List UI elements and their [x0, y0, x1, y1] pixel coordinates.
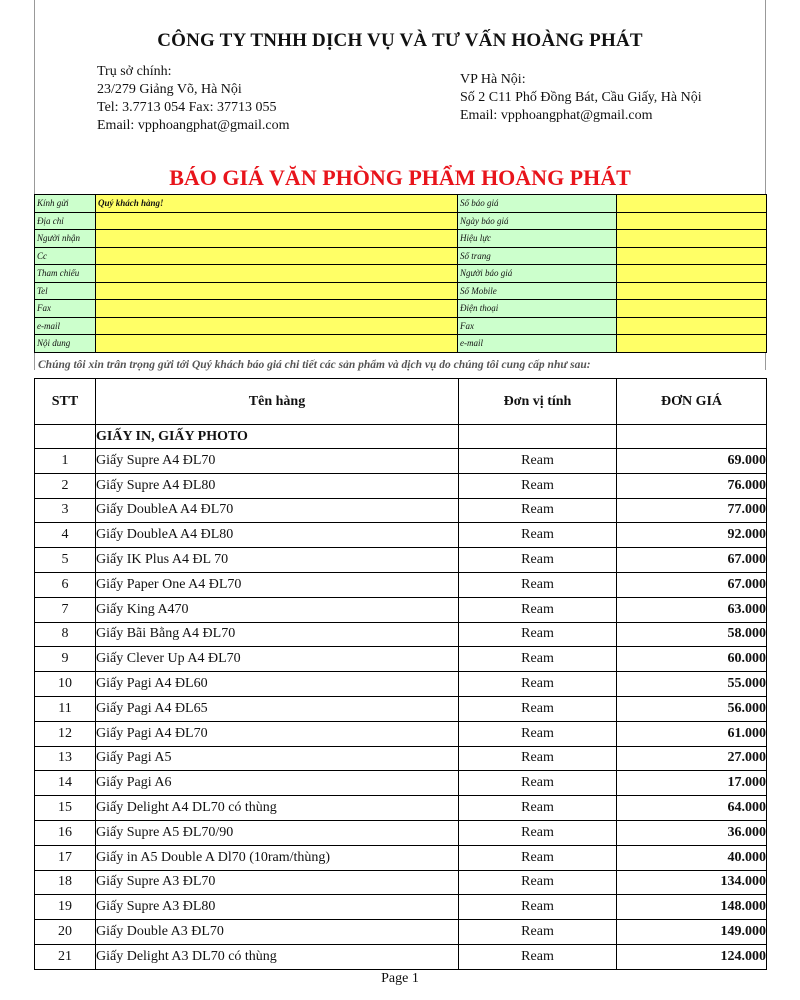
table-row — [35, 870, 767, 895]
branch-office-line: Số 2 C11 Phố Đồng Bát, Cầu Giấy, Hà Nội — [460, 90, 702, 105]
branch-office-line: VP Hà Nội: — [460, 72, 526, 87]
header-unit: Đơn vị tính — [459, 379, 617, 425]
info-value — [96, 335, 458, 353]
info-value — [617, 212, 767, 230]
row-stt: 11 — [35, 696, 96, 721]
info-row — [35, 212, 767, 230]
row-unit: Ream — [459, 548, 617, 573]
row-unit: Ream — [459, 944, 617, 969]
branch-office-address — [460, 71, 702, 125]
info-value — [617, 300, 767, 318]
info-value — [96, 317, 458, 335]
table-row — [35, 672, 767, 697]
info-value — [96, 282, 458, 300]
info-value — [617, 335, 767, 353]
info-label: Số trang — [458, 247, 617, 265]
table-row — [35, 622, 767, 647]
company-name: CÔNG TY TNHH DỊCH VỤ VÀ TƯ VẤN HOÀNG PHÁT — [157, 30, 643, 51]
info-value — [617, 247, 767, 265]
info-row — [35, 230, 767, 248]
row-name: Giấy DoubleA A4 ĐL70 — [96, 498, 459, 523]
row-stt: 6 — [35, 572, 96, 597]
header-stt: STT — [35, 379, 96, 425]
row-name: Giấy Supre A5 ĐL70/90 — [96, 820, 459, 845]
row-price: 64.000 — [617, 796, 767, 821]
info-label: Kính gửi — [35, 195, 96, 213]
table-row — [35, 845, 767, 870]
row-price: 77.000 — [617, 498, 767, 523]
row-name: Giấy Supre A3 ĐL80 — [96, 895, 459, 920]
info-label: Số Mobile — [458, 282, 617, 300]
info-row — [35, 195, 767, 213]
table-row — [35, 771, 767, 796]
info-value — [617, 195, 767, 213]
info-label: e-mail — [458, 335, 617, 353]
info-value — [96, 212, 458, 230]
table-row — [35, 647, 767, 672]
table-row — [35, 572, 767, 597]
info-label: Hiệu lực — [458, 230, 617, 248]
row-stt: 13 — [35, 746, 96, 771]
row-stt: 4 — [35, 523, 96, 548]
table-header-row — [35, 379, 767, 425]
row-name: Giấy Bãi Bằng A4 ĐL70 — [96, 622, 459, 647]
table-row — [35, 944, 767, 969]
row-stt: 17 — [35, 845, 96, 870]
row-price: 61.000 — [617, 721, 767, 746]
row-name: Giấy Paper One A4 ĐL70 — [96, 572, 459, 597]
table-row — [35, 597, 767, 622]
row-stt: 8 — [35, 622, 96, 647]
row-name: Giấy Double A3 ĐL70 — [96, 920, 459, 945]
row-unit: Ream — [459, 895, 617, 920]
info-label: Ngày báo giá — [458, 212, 617, 230]
row-price: 17.000 — [617, 771, 767, 796]
row-price: 149.000 — [617, 920, 767, 945]
row-name: Giấy Delight A3 DL70 có thùng — [96, 944, 459, 969]
info-label: Tham chiếu — [35, 265, 96, 283]
row-price: 67.000 — [617, 572, 767, 597]
info-row — [35, 335, 767, 353]
row-price: 36.000 — [617, 820, 767, 845]
row-unit: Ream — [459, 647, 617, 672]
head-office-line: Tel: 3.7713 054 Fax: 37713 055 — [97, 100, 277, 115]
row-name: Giấy Supre A4 ĐL70 — [96, 449, 459, 474]
row-stt: 2 — [35, 473, 96, 498]
row-unit: Ream — [459, 523, 617, 548]
table-row — [35, 746, 767, 771]
row-price: 76.000 — [617, 473, 767, 498]
row-stt: 12 — [35, 721, 96, 746]
row-stt: 3 — [35, 498, 96, 523]
row-stt: 21 — [35, 944, 96, 969]
info-value — [96, 247, 458, 265]
row-price: 27.000 — [617, 746, 767, 771]
row-name: Giấy Delight A4 DL70 có thùng — [96, 796, 459, 821]
section-blank — [617, 425, 767, 449]
info-value: Quý khách hàng! — [96, 195, 458, 213]
row-name: Giấy Pagi A4 ĐL60 — [96, 672, 459, 697]
section-row — [35, 425, 767, 449]
info-row — [35, 247, 767, 265]
row-name: Giấy Pagi A4 ĐL70 — [96, 721, 459, 746]
row-stt: 10 — [35, 672, 96, 697]
row-unit: Ream — [459, 920, 617, 945]
row-unit: Ream — [459, 820, 617, 845]
table-row — [35, 473, 767, 498]
row-price: 134.000 — [617, 870, 767, 895]
row-price: 56.000 — [617, 696, 767, 721]
table-row — [35, 696, 767, 721]
table-row — [35, 895, 767, 920]
row-price: 67.000 — [617, 548, 767, 573]
info-label: Fax — [458, 317, 617, 335]
info-label: Tel — [35, 282, 96, 300]
row-name: Giấy IK Plus A4 ĐL 70 — [96, 548, 459, 573]
row-name: Giấy DoubleA A4 ĐL80 — [96, 523, 459, 548]
row-unit: Ream — [459, 845, 617, 870]
row-unit: Ream — [459, 796, 617, 821]
quote-title: BÁO GIÁ VĂN PHÒNG PHẨM HOÀNG PHÁT — [169, 165, 631, 190]
row-price: 69.000 — [617, 449, 767, 474]
info-value — [617, 317, 767, 335]
row-name: Giấy in A5 Double A Dl70 (10ram/thùng) — [96, 845, 459, 870]
table-row — [35, 449, 767, 474]
row-name: Giấy Supre A4 ĐL80 — [96, 473, 459, 498]
info-label: Cc — [35, 247, 96, 265]
row-name: Giấy Pagi A4 ĐL65 — [96, 696, 459, 721]
row-stt: 19 — [35, 895, 96, 920]
info-label: Người báo giá — [458, 265, 617, 283]
row-stt: 15 — [35, 796, 96, 821]
info-label: Nội dung — [35, 335, 96, 353]
row-unit: Ream — [459, 597, 617, 622]
row-unit: Ream — [459, 721, 617, 746]
head-office-line: Email: vpphoangphat@gmail.com — [97, 118, 290, 133]
row-unit: Ream — [459, 498, 617, 523]
row-stt: 18 — [35, 870, 96, 895]
row-unit: Ream — [459, 696, 617, 721]
info-row — [35, 265, 767, 283]
info-value — [617, 265, 767, 283]
page-number: Page 1 — [381, 971, 419, 986]
header-name: Tên hàng — [96, 379, 459, 425]
table-row — [35, 721, 767, 746]
table-row — [35, 523, 767, 548]
info-value — [96, 265, 458, 283]
info-value — [96, 230, 458, 248]
head-office-address — [97, 63, 290, 135]
row-name: Giấy Clever Up A4 ĐL70 — [96, 647, 459, 672]
row-name: Giấy Pagi A6 — [96, 771, 459, 796]
row-unit: Ream — [459, 746, 617, 771]
row-stt: 7 — [35, 597, 96, 622]
row-unit: Ream — [459, 473, 617, 498]
row-name: Giấy King A470 — [96, 597, 459, 622]
info-row — [35, 300, 767, 318]
table-row — [35, 820, 767, 845]
info-label: Địa chỉ — [35, 212, 96, 230]
info-row — [35, 317, 767, 335]
row-unit: Ream — [459, 622, 617, 647]
table-row — [35, 796, 767, 821]
table-row — [35, 920, 767, 945]
row-stt: 20 — [35, 920, 96, 945]
section-blank — [35, 425, 96, 449]
row-unit: Ream — [459, 572, 617, 597]
row-price: 58.000 — [617, 622, 767, 647]
row-price: 40.000 — [617, 845, 767, 870]
row-stt: 14 — [35, 771, 96, 796]
info-label: Người nhận — [35, 230, 96, 248]
table-row — [35, 548, 767, 573]
row-price: 148.000 — [617, 895, 767, 920]
row-name: Giấy Pagi A5 — [96, 746, 459, 771]
table-row — [35, 498, 767, 523]
row-name: Giấy Supre A3 ĐL70 — [96, 870, 459, 895]
row-unit: Ream — [459, 771, 617, 796]
section-title: GIẤY IN, GIẤY PHOTO — [96, 425, 459, 449]
info-row — [35, 282, 767, 300]
head-office-line: 23/279 Giảng Võ, Hà Nội — [97, 82, 242, 97]
branch-office-line: Email: vpphoangphat@gmail.com — [460, 108, 653, 123]
row-price: 63.000 — [617, 597, 767, 622]
section-blank — [459, 425, 617, 449]
row-stt: 5 — [35, 548, 96, 573]
row-unit: Ream — [459, 672, 617, 697]
info-label: Số báo giá — [458, 195, 617, 213]
row-unit: Ream — [459, 449, 617, 474]
info-label: e-mail — [35, 317, 96, 335]
row-price: 92.000 — [617, 523, 767, 548]
info-value — [617, 282, 767, 300]
row-unit: Ream — [459, 870, 617, 895]
quote-info-form — [34, 194, 767, 353]
row-price: 124.000 — [617, 944, 767, 969]
row-stt: 1 — [35, 449, 96, 474]
intro-text: Chúng tôi xin trân trọng gửi tới Quý khách báo giá chi tiết các sản phẩm và dịch vụ do chúng tôi cung cấp như sau: — [38, 359, 591, 371]
info-value — [96, 300, 458, 318]
head-office-line: Trụ sở chính: — [97, 64, 172, 79]
row-stt: 9 — [35, 647, 96, 672]
row-price: 60.000 — [617, 647, 767, 672]
info-label: Fax — [35, 300, 96, 318]
info-label: Điện thoại — [458, 300, 617, 318]
header-price: ĐƠN GIÁ — [617, 379, 767, 425]
price-table — [34, 378, 767, 970]
info-value — [617, 230, 767, 248]
row-price: 55.000 — [617, 672, 767, 697]
row-stt: 16 — [35, 820, 96, 845]
